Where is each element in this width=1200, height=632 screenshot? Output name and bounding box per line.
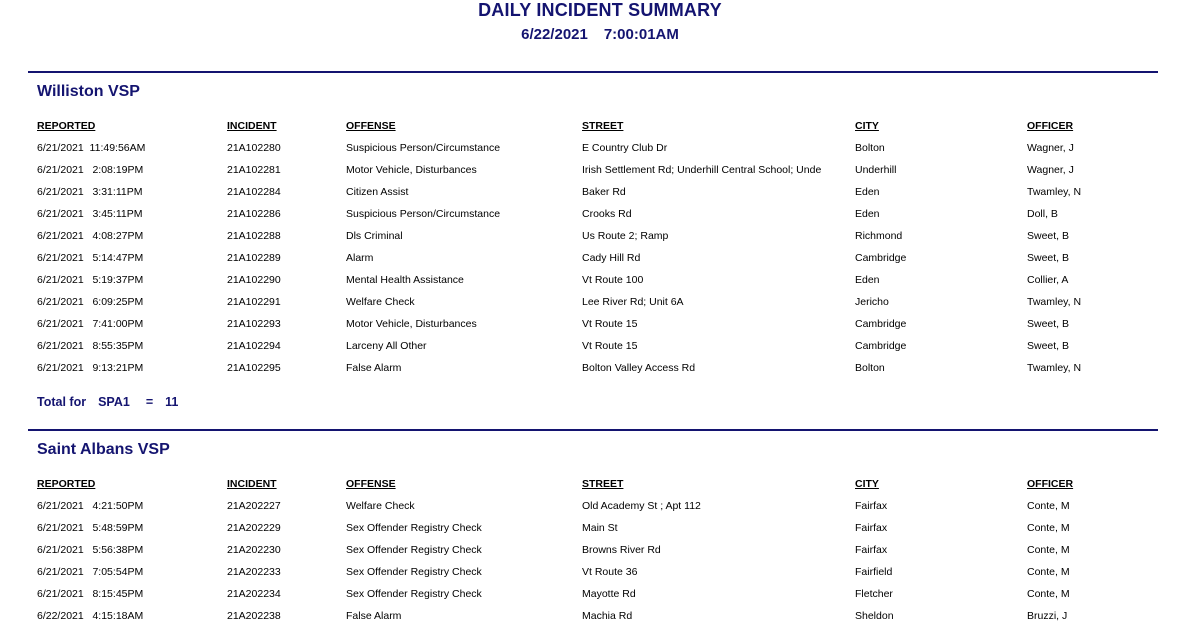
cell-officer: Conte, M xyxy=(1027,522,1070,534)
cell-street: Machia Rd xyxy=(582,610,633,622)
cell-officer: Doll, B xyxy=(1027,208,1058,220)
cell-city: Fairfax xyxy=(855,544,888,556)
cell-city: Fairfax xyxy=(855,522,888,534)
column-header-officer: OFFICER xyxy=(1027,478,1074,490)
table-row xyxy=(0,142,1200,164)
cell-officer: Conte, M xyxy=(1027,500,1070,512)
cell-street: Vt Route 36 xyxy=(582,566,638,578)
cell-offense: Larceny All Other xyxy=(346,340,427,352)
cell-offense: Motor Vehicle, Disturbances xyxy=(346,318,477,330)
report-title: DAILY INCIDENT SUMMARY xyxy=(478,0,722,20)
cell-incident: 21A102286 xyxy=(227,208,281,220)
total-label: Total for xyxy=(37,395,87,409)
cell-street: Vt Route 15 xyxy=(582,340,638,352)
cell-reported: 6/21/2021 7:05:54PM xyxy=(37,566,144,578)
cell-officer: Twamley, N xyxy=(1027,362,1082,374)
cell-offense: Alarm xyxy=(346,252,374,264)
column-header-street: STREET xyxy=(582,120,624,132)
cell-reported: 6/21/2021 5:19:37PM xyxy=(37,274,144,286)
cell-street: Main St xyxy=(582,522,618,534)
cell-offense: Suspicious Person/Circumstance xyxy=(346,142,501,154)
total-count: 11 xyxy=(165,395,179,409)
column-header-city: CITY xyxy=(855,120,879,132)
cell-incident: 21A102284 xyxy=(227,186,281,198)
cell-incident: 21A102294 xyxy=(227,340,281,352)
cell-city: Cambridge xyxy=(855,340,907,352)
cell-street: Old Academy St ; Apt 112 xyxy=(582,500,701,512)
table-row xyxy=(0,566,1200,588)
table-row xyxy=(0,208,1200,230)
cell-street: Baker Rd xyxy=(582,186,626,198)
total-equals: = xyxy=(145,395,154,409)
cell-street: Crooks Rd xyxy=(582,208,632,220)
cell-city: Eden xyxy=(855,274,880,286)
cell-offense: Dls Criminal xyxy=(346,230,403,242)
cell-street: E Country Club Dr xyxy=(582,142,668,154)
total-unit: SPA1 xyxy=(98,395,130,409)
cell-incident: 21A102291 xyxy=(227,296,281,308)
cell-city: Fletcher xyxy=(855,588,893,600)
cell-officer: Collier, A xyxy=(1027,274,1069,286)
cell-incident: 21A202230 xyxy=(227,544,281,556)
section-title-saint-albans: Saint Albans VSP xyxy=(37,441,170,458)
cell-city: Bolton xyxy=(855,362,885,374)
cell-officer: Wagner, J xyxy=(1027,164,1074,176)
cell-city: Cambridge xyxy=(855,252,907,264)
cell-reported: 6/21/2021 3:45:11PM xyxy=(37,208,143,220)
cell-reported: 6/21/2021 11:49:56AM xyxy=(37,142,146,154)
cell-offense: Motor Vehicle, Disturbances xyxy=(346,164,477,176)
cell-street: Us Route 2; Ramp xyxy=(582,230,669,242)
cell-offense: Sex Offender Registry Check xyxy=(346,522,482,534)
cell-officer: Conte, M xyxy=(1027,544,1070,556)
table-row xyxy=(0,544,1200,566)
column-header-offense: OFFENSE xyxy=(346,120,396,132)
cell-street: Mayotte Rd xyxy=(582,588,636,600)
cell-offense: Welfare Check xyxy=(346,296,415,308)
table-row xyxy=(0,252,1200,274)
table-row xyxy=(0,274,1200,296)
column-header-street: STREET xyxy=(582,478,624,490)
section-total xyxy=(37,395,178,409)
table-row xyxy=(0,164,1200,186)
section-divider xyxy=(28,71,1158,73)
cell-offense: Sex Offender Registry Check xyxy=(346,588,482,600)
cell-street: Irish Settlement Rd; Underhill Central School; Unde xyxy=(582,164,822,176)
cell-city: Bolton xyxy=(855,142,885,154)
table-row xyxy=(0,296,1200,318)
cell-offense: Sex Offender Registry Check xyxy=(346,544,482,556)
cell-street: Bolton Valley Access Rd xyxy=(582,362,696,374)
cell-street: Cady Hill Rd xyxy=(582,252,641,264)
cell-officer: Twamley, N xyxy=(1027,296,1082,308)
cell-reported: 6/22/2021 4:15:18AM xyxy=(37,610,144,622)
cell-offense: Welfare Check xyxy=(346,500,415,512)
report-time: 7:00:01AM xyxy=(603,26,679,43)
cell-officer: Conte, M xyxy=(1027,588,1070,600)
cell-officer: Sweet, B xyxy=(1027,230,1070,242)
cell-reported: 6/21/2021 9:13:21PM xyxy=(37,362,144,374)
cell-city: Fairfield xyxy=(855,566,893,578)
cell-offense: False Alarm xyxy=(346,610,402,622)
column-header-offense: OFFENSE xyxy=(346,478,396,490)
cell-reported: 6/21/2021 5:56:38PM xyxy=(37,544,144,556)
table-row xyxy=(0,500,1200,522)
cell-reported: 6/21/2021 5:48:59PM xyxy=(37,522,144,534)
cell-incident: 21A202233 xyxy=(227,566,281,578)
cell-reported: 6/21/2021 4:08:27PM xyxy=(37,230,144,242)
report-date: 6/22/2021 xyxy=(521,26,588,43)
cell-incident: 21A202229 xyxy=(227,522,281,534)
cell-officer: Sweet, B xyxy=(1027,340,1070,352)
column-header-reported: REPORTED xyxy=(37,478,96,490)
column-header-incident: INCIDENT xyxy=(227,478,277,490)
cell-officer: Bruzzi, J xyxy=(1027,610,1068,622)
table-row xyxy=(0,340,1200,362)
cell-incident: 21A102293 xyxy=(227,318,281,330)
table-row xyxy=(0,318,1200,340)
table-row xyxy=(0,522,1200,544)
cell-officer: Sweet, B xyxy=(1027,318,1070,330)
cell-city: Fairfax xyxy=(855,500,888,512)
cell-officer: Sweet, B xyxy=(1027,252,1070,264)
cell-reported: 6/21/2021 4:21:50PM xyxy=(37,500,144,512)
cell-city: Underhill xyxy=(855,164,897,176)
cell-city: Eden xyxy=(855,208,880,220)
cell-offense: Mental Health Assistance xyxy=(346,274,464,286)
cell-city: Sheldon xyxy=(855,610,894,622)
cell-street: Vt Route 100 xyxy=(582,274,644,286)
table-row xyxy=(0,610,1200,632)
table-row xyxy=(0,230,1200,252)
cell-reported: 6/21/2021 6:09:25PM xyxy=(37,296,144,308)
cell-incident: 21A202227 xyxy=(227,500,281,512)
cell-city: Cambridge xyxy=(855,318,907,330)
cell-street: Vt Route 15 xyxy=(582,318,638,330)
cell-street: Browns River Rd xyxy=(582,544,661,556)
cell-reported: 6/21/2021 3:31:11PM xyxy=(37,186,143,198)
cell-offense: Citizen Assist xyxy=(346,186,409,198)
cell-reported: 6/21/2021 2:08:19PM xyxy=(37,164,144,176)
cell-reported: 6/21/2021 8:15:45PM xyxy=(37,588,144,600)
section-divider xyxy=(28,429,1158,431)
cell-incident: 21A102288 xyxy=(227,230,281,242)
table-row xyxy=(0,362,1200,384)
cell-incident: 21A102289 xyxy=(227,252,281,264)
column-header-incident: INCIDENT xyxy=(227,120,277,132)
cell-offense: False Alarm xyxy=(346,362,402,374)
cell-officer: Conte, M xyxy=(1027,566,1070,578)
cell-incident: 21A102295 xyxy=(227,362,281,374)
section-title-williston: Williston VSP xyxy=(37,83,140,100)
cell-reported: 6/21/2021 7:41:00PM xyxy=(37,318,144,330)
cell-officer: Twamley, N xyxy=(1027,186,1082,198)
cell-offense: Suspicious Person/Circumstance xyxy=(346,208,501,220)
cell-city: Jericho xyxy=(855,296,889,308)
cell-city: Eden xyxy=(855,186,880,198)
cell-incident: 21A102280 xyxy=(227,142,281,154)
cell-city: Richmond xyxy=(855,230,903,242)
cell-reported: 6/21/2021 8:55:35PM xyxy=(37,340,144,352)
cell-incident: 21A202234 xyxy=(227,588,281,600)
table-row xyxy=(0,186,1200,208)
cell-reported: 6/21/2021 5:14:47PM xyxy=(37,252,144,264)
report-datetime xyxy=(0,26,1200,43)
cell-incident: 21A102290 xyxy=(227,274,281,286)
column-header-city: CITY xyxy=(855,478,879,490)
column-header-officer: OFFICER xyxy=(1027,120,1074,132)
cell-incident: 21A102281 xyxy=(227,164,281,176)
cell-incident: 21A202238 xyxy=(227,610,281,622)
column-header-reported: REPORTED xyxy=(37,120,96,132)
cell-offense: Sex Offender Registry Check xyxy=(346,566,482,578)
table-row xyxy=(0,588,1200,610)
cell-officer: Wagner, J xyxy=(1027,142,1074,154)
cell-street: Lee River Rd; Unit 6A xyxy=(582,296,684,308)
